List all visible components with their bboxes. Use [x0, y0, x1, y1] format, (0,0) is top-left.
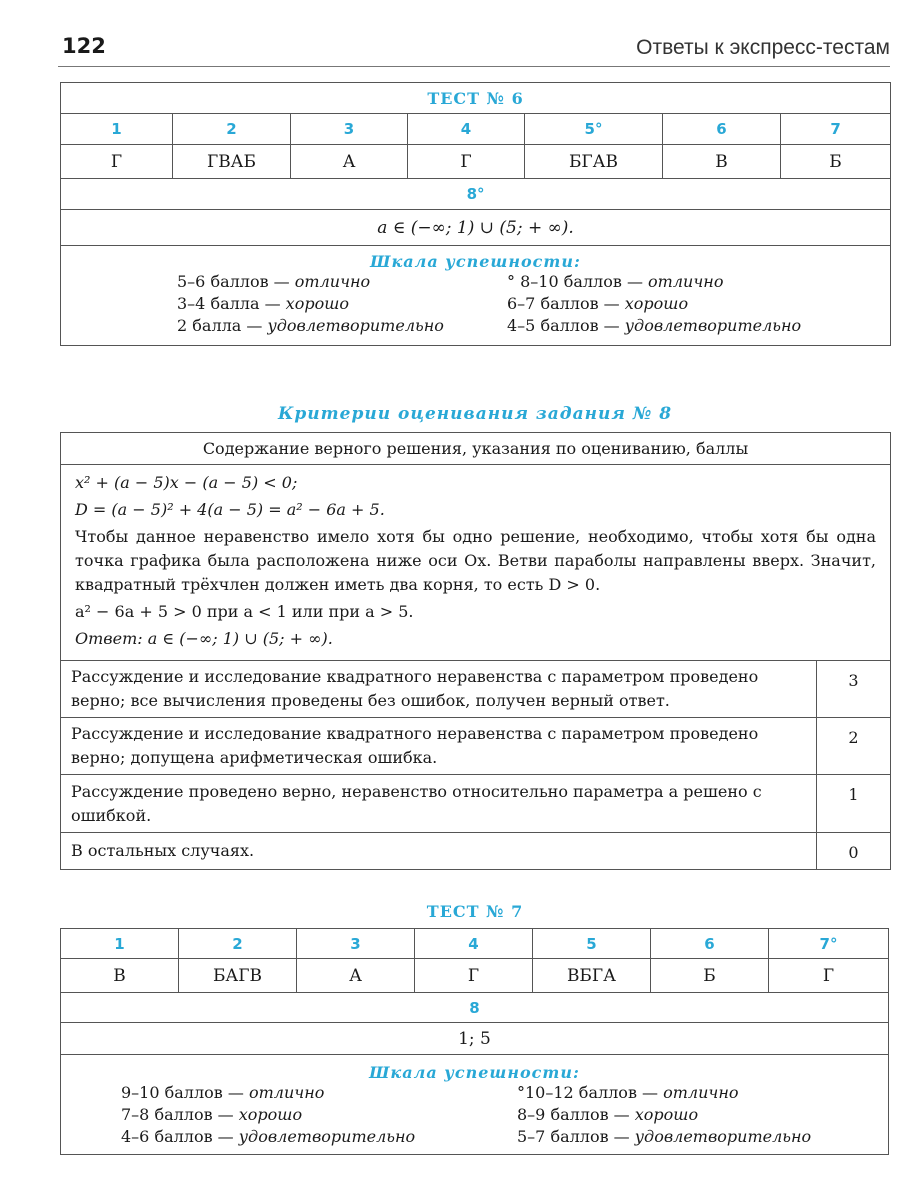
test6-task8-answer: a ∈ (−∞; 1) ∪ (5; + ∞).	[61, 210, 891, 246]
scale-line: 4–6 баллов — удовлетворительно	[121, 1127, 416, 1146]
test7-task8-label: 8	[61, 993, 889, 1023]
header-rule	[58, 66, 890, 67]
scale-line: 5–7 баллов — удовлетворительно	[517, 1127, 812, 1146]
scale-line: 3–4 балла — хорошо	[177, 294, 349, 313]
criteria-table	[60, 432, 891, 870]
test7-number: 7°	[769, 929, 889, 959]
page-number: 122	[62, 34, 106, 58]
test7-number: 4	[415, 929, 533, 959]
test6-answer: ГВАБ	[173, 145, 291, 179]
test7-answer: ВБГА	[533, 959, 651, 993]
test7-number: 6	[651, 929, 769, 959]
test6-number: 1	[61, 114, 173, 145]
solution-line: D = (a − 5)² + 4(a − 5) = a² − 6a + 5.	[75, 500, 385, 519]
criteria-row-text: Рассуждение и исследование квадратного неравенства с параметром проведено верно; все вычисления проведены без ошибок, получен верный ответ.	[61, 661, 817, 718]
test7-answer: Г	[769, 959, 889, 993]
criteria-row-score: 1	[817, 775, 891, 833]
running-title: Ответы к экспресс-тестам	[636, 36, 890, 59]
criteria-header: Содержание верного решения, указания по оцениванию, баллы	[61, 433, 891, 465]
test6-answer: Г	[61, 145, 173, 179]
scale-line: ° 8–10 баллов — отлично	[507, 272, 724, 291]
test6-number: 4	[408, 114, 525, 145]
scale-line: 5–6 баллов — отлично	[177, 272, 371, 291]
solution-line: Чтобы данное неравенство имело хотя бы одно решение, необходимо, чтобы хотя бы одна точка графика была расположена ниже оси Ox. Ветви параболы направлены вверх. Значит, квадратный трёхчлен должен иметь два корня, то есть D > 0.	[75, 527, 877, 594]
solution-answer: Ответ: a ∈ (−∞; 1) ∪ (5; + ∞).	[75, 629, 333, 648]
test6-answer: А	[291, 145, 408, 179]
test7-answer: А	[297, 959, 415, 993]
test7-number: 2	[179, 929, 297, 959]
test7-task8-answer: 1; 5	[61, 1023, 889, 1055]
test7-table	[60, 928, 889, 1155]
criteria-row-text: Рассуждение проведено верно, неравенство относительно параметра a решено с ошибкой.	[61, 775, 817, 833]
test6-number: 3	[291, 114, 408, 145]
scale-line: °10–12 баллов — отлично	[517, 1083, 739, 1102]
criteria-solution	[61, 465, 891, 661]
test6-answer: БГАВ	[525, 145, 663, 179]
test6-scale-title: Шкала успешности:	[370, 252, 581, 271]
test7-answer: Г	[415, 959, 533, 993]
scale-line: 2 балла — удовлетворительно	[177, 316, 444, 335]
criteria-row-score: 2	[817, 718, 891, 775]
test7-answer: В	[61, 959, 179, 993]
scale-line: 7–8 баллов — хорошо	[121, 1105, 303, 1124]
solution-line: x² + (a − 5)x − (a − 5) < 0;	[75, 473, 298, 492]
test6-table	[60, 82, 891, 346]
test7-number: 5	[533, 929, 651, 959]
criteria-row-score: 0	[817, 833, 891, 870]
criteria-row-score: 3	[817, 661, 891, 718]
test6-answer: Б	[781, 145, 891, 179]
test6-number: 5°	[525, 114, 663, 145]
test6-answer: В	[663, 145, 781, 179]
test7-answer: Б	[651, 959, 769, 993]
test6-number: 7	[781, 114, 891, 145]
test7-number: 1	[61, 929, 179, 959]
scale-line: 8–9 баллов — хорошо	[517, 1105, 699, 1124]
solution-line: a² − 6a + 5 > 0 при a < 1 или при a > 5.	[75, 602, 414, 621]
test6-title: ТЕСТ № 6	[61, 83, 891, 114]
scale-line: 9–10 баллов — отлично	[121, 1083, 325, 1102]
criteria-row-text: Рассуждение и исследование квадратного неравенства с параметром проведено верно; допущена арифметическая ошибка.	[61, 718, 817, 775]
test6-task8-label: 8°	[61, 179, 891, 210]
criteria-row-text: В остальных случаях.	[61, 833, 817, 870]
scale-line: 6–7 баллов — хорошо	[507, 294, 689, 313]
scale-line: 4–5 баллов — удовлетворительно	[507, 316, 802, 335]
test6-number: 2	[173, 114, 291, 145]
test6-answer: Г	[408, 145, 525, 179]
criteria-title: Критерии оценивания задания № 8	[277, 404, 673, 424]
test6-scale	[61, 271, 890, 337]
test7-scale-title: Шкала успешности:	[369, 1063, 580, 1082]
test7-scale	[61, 1082, 888, 1148]
test7-answer: БАГВ	[179, 959, 297, 993]
test6-number: 6	[663, 114, 781, 145]
test7-number: 3	[297, 929, 415, 959]
test7-title: ТЕСТ № 7	[426, 902, 524, 921]
